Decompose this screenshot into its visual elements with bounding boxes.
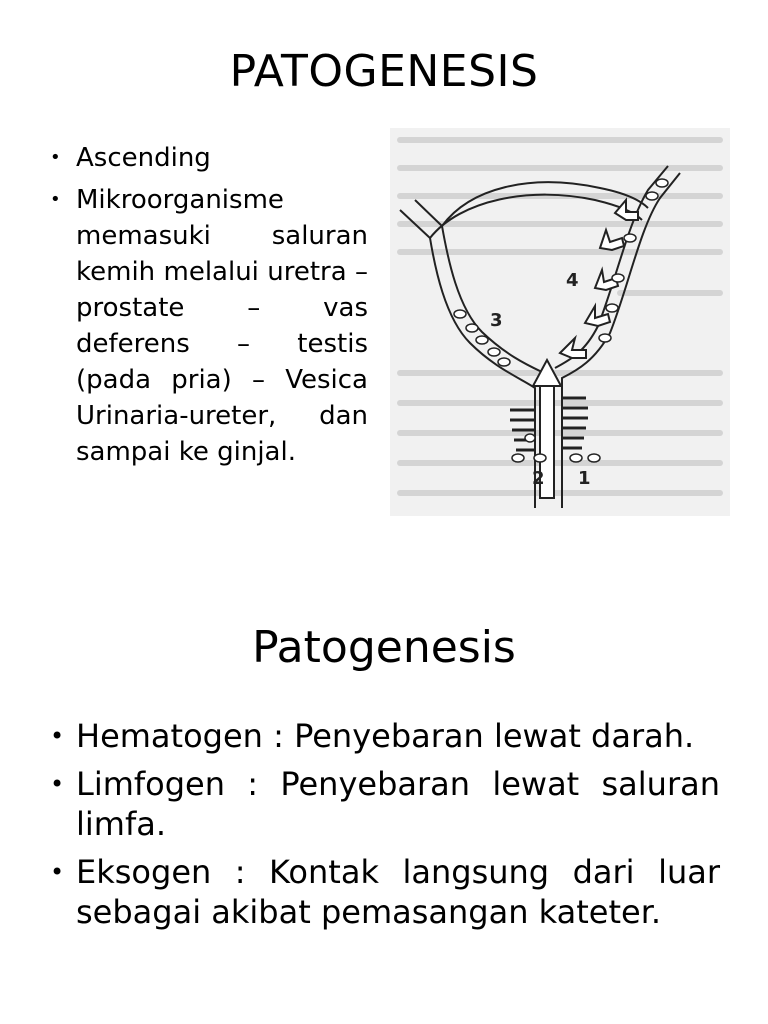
bullet-text: Ascending bbox=[76, 143, 211, 173]
figure-label-3: 3 bbox=[490, 310, 503, 331]
bladder-diagram bbox=[390, 128, 730, 516]
bullet-icon: • bbox=[50, 147, 61, 168]
bullet-icon: • bbox=[50, 770, 65, 798]
bullet-text: Hematogen : Penyebaran lewat darah. bbox=[76, 717, 695, 755]
slide-title: PATOGENESIS bbox=[229, 46, 539, 97]
figure-label-4: 4 bbox=[566, 270, 579, 291]
bullet-item bbox=[46, 716, 720, 756]
bullet-item bbox=[46, 140, 368, 176]
bullet-text: Mikroorganisme memasuki saluran kemih melalui uretra – prostate – vas deferens – testis (pada pria) – Vesica Urinaria-ureter, dan sampai ke ginjal. bbox=[76, 185, 368, 467]
slide-2 bbox=[0, 600, 768, 1024]
slide-title: Patogenesis bbox=[252, 622, 516, 673]
bullet-icon: • bbox=[50, 722, 65, 750]
bullet-item bbox=[46, 852, 720, 932]
bullet-text: Limfogen : Penyebaran lewat saluran limfa. bbox=[76, 765, 720, 843]
bladder-diagram-figure bbox=[390, 128, 730, 516]
bullet-icon: • bbox=[50, 858, 65, 886]
figure-label-1: 1 bbox=[578, 468, 591, 489]
bullet-item bbox=[46, 764, 720, 844]
figure-label-2: 2 bbox=[532, 468, 545, 489]
bullet-list bbox=[46, 716, 720, 940]
bullet-text: Eksogen : Kontak langsung dari luar sebagai akibat pemasangan kateter. bbox=[76, 853, 720, 931]
bullet-list bbox=[46, 140, 368, 476]
bullet-item bbox=[46, 182, 368, 470]
bullet-icon: • bbox=[50, 189, 61, 210]
